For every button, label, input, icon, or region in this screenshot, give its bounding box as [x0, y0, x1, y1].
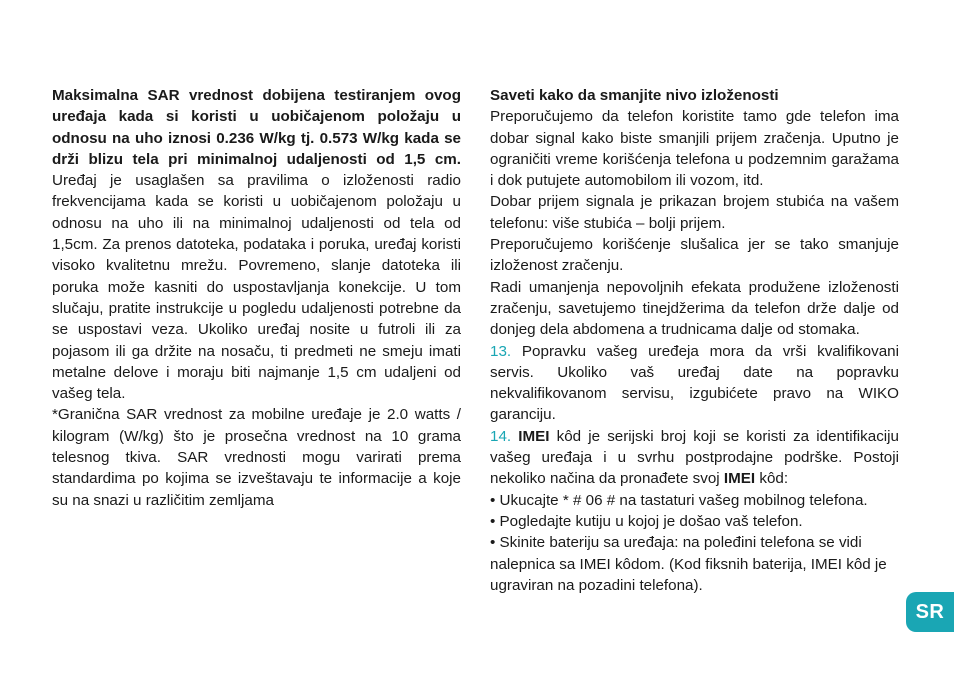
exposure-heading: Saveti kako da smanjite nivo izloženosti	[490, 87, 779, 104]
imei-term-2: IMEI	[723, 470, 756, 488]
item-13	[490, 341, 899, 426]
exposure-paragraph-4: Radi umanjenja nepovoljnih efekata produžene izloženosti zračenju, savetujemo tinejdžerima da telefon drže dalje od donjeg dela abdomena a trudnicama dalje od stomaka.	[490, 278, 899, 339]
language-tab-sr: SR	[906, 592, 954, 632]
sar-bold-intro: Maksimalna SAR vrednost dobijena testiranjem ovog uređaja kada si koristi u uobičajenom položaju u odnosu na uho iznosi 0.236 W/kg tj. 0.573 W/kg kada se drži blizu tela pri minimalnoj udaljenosti od 1,5 cm.	[52, 87, 461, 168]
sar-footnote: *Granična SAR vrednost za mobilne uređaje je 2.0 watts / kilogram (W/kg) što je prosečna vrednost na 10 grama telesnog tkiva. SAR vrednosti mogu varirati prema standardima po kojima se izveštavaju te informacije a koje su na snazi u različitim zemljama	[52, 406, 461, 509]
bullet-item: • Pogledajte kutiju u kojoj je došao vaš telefon.	[490, 512, 803, 530]
item-14	[490, 426, 899, 490]
item-14-number: 14.	[490, 427, 512, 445]
sar-paragraph	[52, 85, 461, 404]
bullet-item: • Ukucajte * # 06 # na tastaturi vašeg mobilnog telefona.	[490, 491, 868, 509]
bullet-item: • Skinite bateriju sa uređaja: na poleđini telefona se vidi nalepnica sa IMEI kôdom. (Kod fiksnih baterija, IMEI kôd je ugraviran na pozadini telefona).	[490, 534, 887, 594]
right-column	[490, 85, 899, 596]
left-column	[52, 85, 461, 511]
item-13-number: 13.	[490, 342, 512, 360]
sar-body: Uređaj je usaglašen sa pravilima o izloženosti radio frekvencijama kada se koristi u uobičajenom položaju u odnosu na uho ili na minimalnoj udaljenosti od tela od 1,5cm. Za prenos datoteka, podataka i poruka, uređaj koristi visoko kvalitetnu mrežu. Povremeno, slanje datoteka ili poruka može kasniti do uspostavljanja konekcije. U tom slučaju, pratite instrukcije u pogledu udaljenosti potrebne da se uspostavi veza. Ukoliko uređaj nosite u futroli ili za pojasom ili ga držite na nosaču, ti predmeti ne smeju imati metalne delove i moraju biti najmanje 1,5 cm udaljeni od vašeg tela.	[52, 172, 461, 403]
exposure-paragraph-3: Preporučujemo korišćenje slušalica jer se tako smanjuje izloženost zračenju.	[490, 236, 899, 275]
exposure-paragraph-1: Preporučujemo da telefon koristite tamo gde telefon ima dobar signal kako biste smanjili prijem zračenja. Uputno je ograničiti vreme korišćenja telefona u podzemnim garažama i dok putujete automobilom ili vozom, itd.	[490, 108, 899, 190]
item-13-text: Popravku vašeg uređeja mora da vrši kvalifikovani servis. Ukoliko vaš uređaj date na popravku nekvalifikovanom servisu, izgubićete pravo na WIKO garanciju.	[490, 342, 899, 424]
item-14-text-1: kôd je serijski broj koji se koristi za identifikaciju vašeg uređaja i u svrhu postprodajne podrške. Postoji nekoliko načina da pronađete svoj	[490, 427, 899, 488]
imei-term-1: IMEI	[518, 427, 550, 445]
item-14-text-2: kôd:	[755, 470, 789, 488]
exposure-paragraph-2: Dobar prijem signala je prikazan brojem stubića na vašem telefonu: više stubića – bolji prijem.	[490, 193, 899, 232]
